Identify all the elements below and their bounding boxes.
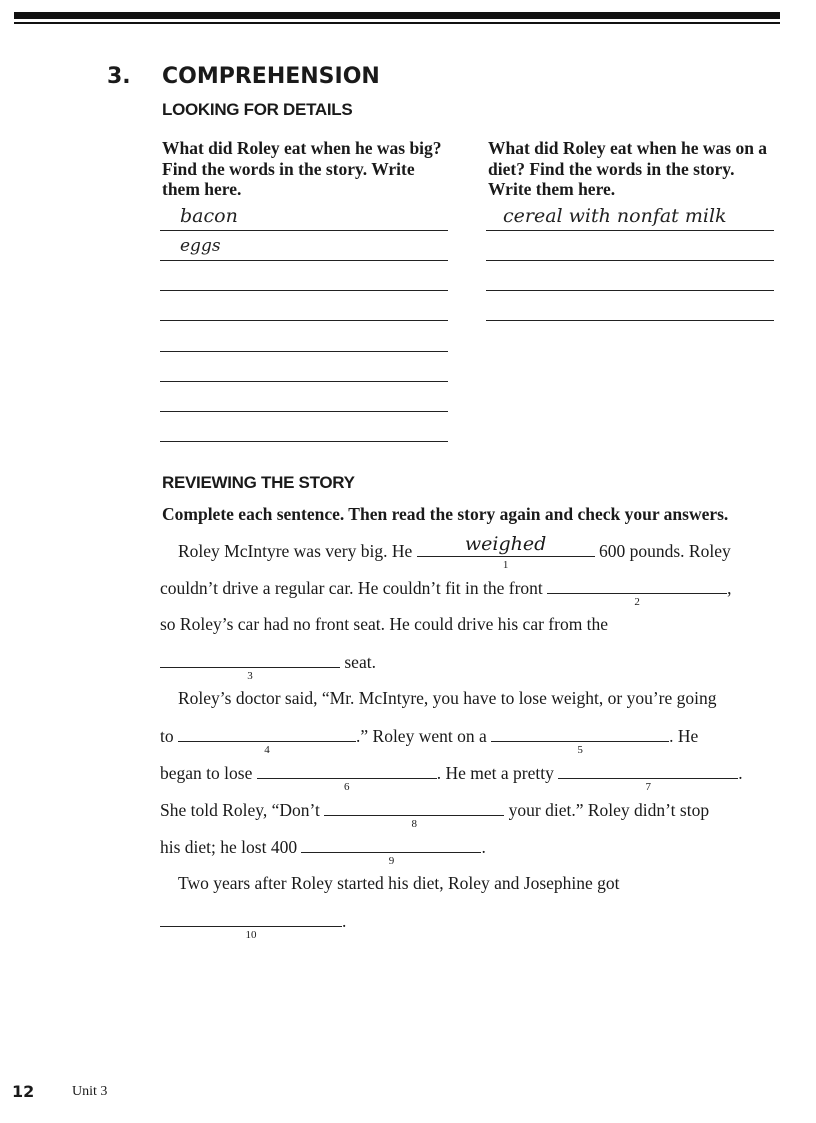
right-question: What did Roley eat when he was on a diet? Find the words in the story. Write them here. <box>488 138 768 199</box>
page-number: 12 <box>12 1082 35 1101</box>
right-answer-text: cereal with nonfat milk <box>503 205 727 227</box>
blank-number: 8 <box>411 818 418 830</box>
blank-10[interactable] <box>160 910 342 941</box>
right-answer-line[interactable] <box>486 290 774 291</box>
left-answer-line[interactable] <box>160 411 448 412</box>
story-line: Roley McIntyre was very big. He weighed 1 600 pounds. Roley <box>178 533 731 571</box>
blank-number: 4 <box>264 744 270 756</box>
left-question: What did Roley eat when he was big? Find the words in the story. Write them here. <box>162 138 442 199</box>
left-answer-line[interactable] <box>160 351 448 352</box>
story-line: 10 . <box>160 910 346 932</box>
blank-number: 9 <box>388 855 395 867</box>
instructions: Complete each sentence. Then read the story again and check your answers. <box>162 504 729 524</box>
blank-6[interactable] <box>257 762 437 793</box>
story-line: to 4 .” Roley went on a 5 . He <box>160 726 699 756</box>
blank-4[interactable] <box>178 725 356 756</box>
blank-number: 5 <box>577 744 583 756</box>
left-answer-line[interactable] <box>160 230 448 231</box>
story-line: Roley’s doctor said, “Mr. McIntyre, you have to lose weight, or you’re going <box>178 688 717 708</box>
story-line: She told Roley, “Don’t 8 your diet.” Roley didn’t stop <box>160 800 710 830</box>
blank-7[interactable] <box>558 762 738 793</box>
left-answer-text: eggs <box>180 236 221 256</box>
blank-number: 3 <box>247 670 253 682</box>
right-answer-line[interactable] <box>486 260 774 261</box>
left-answer-line[interactable] <box>160 381 448 382</box>
blank-number: 10 <box>245 929 257 941</box>
blank-number: 1 <box>502 559 509 571</box>
story-line: began to lose 6 . He met a pretty 7 . <box>160 763 743 793</box>
story-line: so Roley’s car had no front seat. He could drive his car from the <box>160 614 609 634</box>
left-answer-text: bacon <box>180 205 238 227</box>
story-line: couldn’t drive a regular car. He couldn’t fit in the front 2 , <box>160 578 732 608</box>
blank-2[interactable] <box>547 577 727 608</box>
section-title: COMPREHENSION <box>162 64 380 89</box>
story-line: Two years after Roley started his diet, Roley and Josephine got <box>178 873 620 893</box>
looking-for-details-heading: LOOKING FOR DETAILS <box>162 100 353 119</box>
left-answer-line[interactable] <box>160 290 448 291</box>
left-answer-line[interactable] <box>160 320 448 321</box>
reviewing-story-heading: REVIEWING THE STORY <box>162 473 355 492</box>
section-number: 3. <box>107 64 131 89</box>
blank-5[interactable] <box>491 725 669 756</box>
story-line: 3 seat. <box>160 651 376 673</box>
right-answer-line[interactable] <box>486 230 774 231</box>
top-rule-thin <box>14 22 780 24</box>
top-rule-thick <box>14 12 780 19</box>
blank-number: 6 <box>343 781 350 793</box>
left-answer-line[interactable] <box>160 441 448 442</box>
unit-label: Unit 3 <box>72 1084 108 1099</box>
blank-number: 2 <box>634 596 640 608</box>
blank-1-answer: weighed <box>464 533 547 555</box>
blank-1[interactable] <box>417 533 595 571</box>
blank-8[interactable] <box>324 799 504 830</box>
blank-number: 7 <box>645 781 651 793</box>
left-answer-line[interactable] <box>160 260 448 261</box>
story-line: his diet; he lost 400 9 . <box>160 837 486 867</box>
right-answer-line[interactable] <box>486 320 774 321</box>
